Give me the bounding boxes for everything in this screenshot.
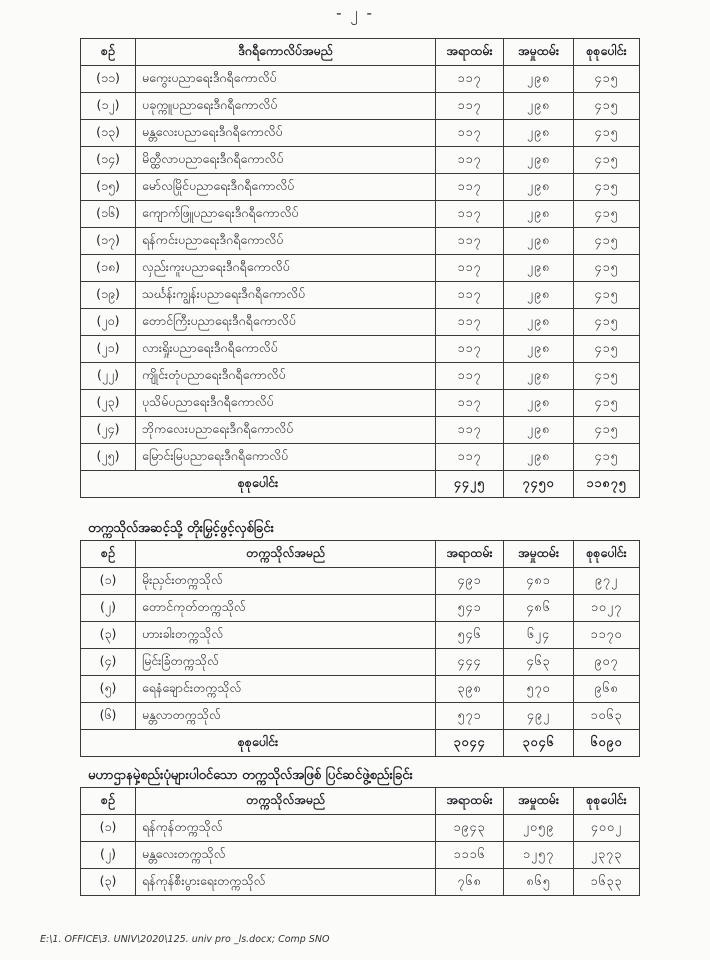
table-row (81, 444, 640, 471)
row-serial: (၁) (81, 815, 136, 842)
row-total: ၉၀၇ (574, 649, 640, 676)
row-total: ၁၁၇၀ (574, 622, 640, 649)
row-serial: (၁၁) (81, 66, 136, 93)
table-row (81, 120, 640, 147)
row-officers: ၁၉၄၃ (436, 815, 504, 842)
row-total: ၉၆၈ (574, 676, 640, 703)
row-serial: (၁၆) (81, 201, 136, 228)
row-college-name: မော်လမြိုင်ပညာရေးဒီဂရီကောလိပ် (136, 174, 436, 201)
row-officers: ၁၁၇ (436, 174, 504, 201)
row-staff: ၂၉၈ (504, 390, 574, 417)
header-cell-name: တက္ကသိုလ်အမည် (136, 788, 436, 815)
row-staff: ၈၆၅ (504, 869, 574, 896)
restructured-university-table (80, 787, 640, 896)
row-staff: ၆၂၄ (504, 622, 574, 649)
row-college-name: ဘိုကလေးပညာရေးဒီဂရီကောလိပ် (136, 417, 436, 444)
table-row (81, 336, 640, 363)
row-staff: ၄၈၆ (504, 595, 574, 622)
row-serial: (၁၈) (81, 255, 136, 282)
row-serial: (၁၇) (81, 228, 136, 255)
row-college-name: မိတ္ထီလာပညာရေးဒီဂရီကောလိပ် (136, 147, 436, 174)
header-cell-serial: စဉ် (81, 39, 136, 66)
table-row (81, 93, 640, 120)
row-officers: ၁၁၇ (436, 255, 504, 282)
header-cell-staff: အမှုထမ်း (504, 788, 574, 815)
row-college-name: မကွေးပညာရေးဒီဂရီကောလိပ် (136, 66, 436, 93)
page-number: - ၂ - (336, 4, 374, 22)
section-title-restructure: မဟာဌာနမှဲ့စည်းပုံများပါဝင်သော တက္ကသိုလ်အဖြစ် ပြင်ဆင်ဖွဲ့စည်းခြင်း (88, 768, 413, 783)
row-total: ၄၁၅ (574, 363, 640, 390)
row-staff: ၁၂၅၇ (504, 842, 574, 869)
row-officers: ၃၉၈ (436, 676, 504, 703)
upgraded-university-table (80, 540, 640, 757)
total-officers: ၄၄၂၅ (436, 471, 504, 498)
row-college-name: လားရှိုးပညာရေးဒီဂရီကောလိပ် (136, 336, 436, 363)
row-staff: ၅၇၀ (504, 676, 574, 703)
degree-college-table (80, 38, 640, 498)
total-sum: ၆၀၉၀ (574, 730, 640, 757)
row-total: ၄၁၅ (574, 417, 640, 444)
table-row (81, 703, 640, 730)
table-row (81, 390, 640, 417)
table-row (81, 282, 640, 309)
header-cell-name: ဒီဂရီကောလိပ်အမည် (136, 39, 436, 66)
row-total: ၂၃၇၃ (574, 842, 640, 869)
row-total: ၄၁၅ (574, 309, 640, 336)
row-college-name: ကျိုင်းတုံပညာရေးဒီဂရီကောလိပ် (136, 363, 436, 390)
row-serial: (၂၅) (81, 444, 136, 471)
table-header-row (81, 788, 640, 815)
row-serial: (၂၄) (81, 417, 136, 444)
row-total: ၁၀၆၃ (574, 703, 640, 730)
table-row (81, 869, 640, 896)
row-officers: ၄၉၁ (436, 568, 504, 595)
row-total: ၄၁၅ (574, 336, 640, 363)
table-row (81, 622, 640, 649)
row-serial: (၄) (81, 649, 136, 676)
row-officers: ၁၁၇ (436, 336, 504, 363)
row-university-name: ရန်ကုန်စီးပွားရေးတက္ကသိုလ် (136, 869, 436, 896)
row-staff: ၂၉၈ (504, 309, 574, 336)
total-officers: ၃၀၄၄ (436, 730, 504, 757)
row-staff: ၂၉၈ (504, 201, 574, 228)
row-total: ၄၁၅ (574, 282, 640, 309)
row-college-name: ကျောက်ဖြူပညာရေးဒီဂရီကောလိပ် (136, 201, 436, 228)
row-total: ၄၁၅ (574, 228, 640, 255)
row-serial: (၃) (81, 869, 136, 896)
table-row (81, 676, 640, 703)
section-title-upgrade: တက္ကသိုလ်အဆင့်သို့ တိုးမြှင့်ဖွင့်လှစ်ခြင်း (88, 521, 274, 536)
row-college-name: မြောင်းမြပညာရေးဒီဂရီကောလိပ် (136, 444, 436, 471)
row-staff: ၄၈၁ (504, 568, 574, 595)
table-row (81, 174, 640, 201)
row-officers: ၁၁၇ (436, 309, 504, 336)
row-university-name: တောင်ကုတ်တက္ကသိုလ် (136, 595, 436, 622)
row-serial: (၂၃) (81, 390, 136, 417)
file-path-footer: E:\1. OFFICE\3. UNIV\2020\125. univ pro _ls.docx; Comp SNO (40, 934, 330, 945)
header-cell-name: တက္ကသိုလ်အမည် (136, 541, 436, 568)
header-cell-total: စုစုပေါင်း (574, 39, 640, 66)
row-officers: ၇၆၈ (436, 869, 504, 896)
table-row (81, 595, 640, 622)
row-staff: ၂၉၈ (504, 228, 574, 255)
table-row (81, 842, 640, 869)
row-total: ၉၇၂ (574, 568, 640, 595)
row-officers: ၁၁၇ (436, 417, 504, 444)
row-staff: ၂၉၈ (504, 255, 574, 282)
row-total: ၄၁၅ (574, 444, 640, 471)
header-cell-officers: အရာထမ်း (436, 39, 504, 66)
row-staff: ၂၉၈ (504, 363, 574, 390)
row-serial: (၂) (81, 842, 136, 869)
row-officers: ၁၁၇ (436, 390, 504, 417)
row-university-name: မိုးညှင်းတက္ကသိုလ် (136, 568, 436, 595)
row-serial: (၂၂) (81, 363, 136, 390)
row-serial: (၆) (81, 703, 136, 730)
table-row (81, 815, 640, 842)
table-row (81, 201, 640, 228)
row-staff: ၂၉၈ (504, 93, 574, 120)
row-total: ၁၀၂၇ (574, 595, 640, 622)
row-officers: ၁၁၇ (436, 201, 504, 228)
table-header-row (81, 541, 640, 568)
table-row (81, 568, 640, 595)
row-university-name: ရန်ကုန်တက္ကသိုလ် (136, 815, 436, 842)
row-officers: ၁၁၇ (436, 363, 504, 390)
row-college-name: ပခုက္ကူပညာရေးဒီဂရီကောလိပ် (136, 93, 436, 120)
row-total: ၁၆၃၃ (574, 869, 640, 896)
table-row (81, 255, 640, 282)
table-total-row (81, 730, 640, 757)
row-university-name: မြင်းခြံတက္ကသိုလ် (136, 649, 436, 676)
row-university-name: ဟားခါးတက္ကသိုလ် (136, 622, 436, 649)
row-university-name: မန္တလာတက္ကသိုလ် (136, 703, 436, 730)
total-label: စုစုပေါင်း (81, 471, 436, 498)
row-college-name: မန္တလေးပညာရေးဒီဂရီကောလိပ် (136, 120, 436, 147)
total-sum: ၁၁၈၇၅ (574, 471, 640, 498)
row-total: ၄၁၅ (574, 66, 640, 93)
row-staff: ၂၉၈ (504, 336, 574, 363)
row-total: ၄၁၅ (574, 390, 640, 417)
row-staff: ၂၀၅၉ (504, 815, 574, 842)
table-header-row (81, 39, 640, 66)
row-serial: (၅) (81, 676, 136, 703)
row-officers: ၁၁၁၆ (436, 842, 504, 869)
table-row (81, 417, 640, 444)
row-university-name: ရေနံချောင်းတက္ကသိုလ် (136, 676, 436, 703)
row-serial: (၂) (81, 595, 136, 622)
row-officers: ၁၁၇ (436, 444, 504, 471)
row-staff: ၂၉၈ (504, 444, 574, 471)
row-staff: ၂၉၈ (504, 417, 574, 444)
header-cell-total: စုစုပေါင်း (574, 788, 640, 815)
header-cell-officers: အရာထမ်း (436, 541, 504, 568)
row-total: ၄၀၀၂ (574, 815, 640, 842)
row-staff: ၂၉၈ (504, 66, 574, 93)
row-officers: ၁၁၇ (436, 120, 504, 147)
table-row (81, 147, 640, 174)
row-college-name: တောင်ကြီးပညာရေးဒီဂရီကောလိပ် (136, 309, 436, 336)
header-cell-staff: အမှုထမ်း (504, 541, 574, 568)
row-serial: (၂၀) (81, 309, 136, 336)
row-staff: ၂၉၈ (504, 174, 574, 201)
row-serial: (၁၄) (81, 147, 136, 174)
header-cell-staff: အမှုထမ်း (504, 39, 574, 66)
row-serial: (၁၃) (81, 120, 136, 147)
row-university-name: မန္တလေးတက္ကသိုလ် (136, 842, 436, 869)
row-officers: ၄၄၄ (436, 649, 504, 676)
row-serial: (၁၂) (81, 93, 136, 120)
row-officers: ၅၇၁ (436, 703, 504, 730)
total-label: စုစုပေါင်း (81, 730, 436, 757)
row-serial: (၂၁) (81, 336, 136, 363)
total-staff: ၇၄၅၀ (504, 471, 574, 498)
row-officers: ၁၁၇ (436, 147, 504, 174)
row-total: ၄၁၅ (574, 174, 640, 201)
row-staff: ၂၉၈ (504, 120, 574, 147)
row-serial: (၁၉) (81, 282, 136, 309)
row-college-name: သင်္ဃန်းကျွန်းပညာရေးဒီဂရီကောလိပ် (136, 282, 436, 309)
row-total: ၄၁၅ (574, 120, 640, 147)
row-staff: ၄၆၃ (504, 649, 574, 676)
row-officers: ၁၁၇ (436, 228, 504, 255)
table-total-row (81, 471, 640, 498)
table-row (81, 363, 640, 390)
header-cell-officers: အရာထမ်း (436, 788, 504, 815)
row-college-name: ပုသိမ်ပညာရေးဒီဂရီကောလိပ် (136, 390, 436, 417)
row-officers: ၁၁၇ (436, 66, 504, 93)
row-serial: (၁၅) (81, 174, 136, 201)
row-staff: ၄၉၂ (504, 703, 574, 730)
table-row (81, 649, 640, 676)
row-total: ၄၁၅ (574, 93, 640, 120)
row-total: ၄၁၅ (574, 147, 640, 174)
row-serial: (၁) (81, 568, 136, 595)
header-cell-serial: စဉ် (81, 541, 136, 568)
row-college-name: လှည်းကူးပညာရေးဒီဂရီကောလိပ် (136, 255, 436, 282)
row-total: ၄၁၅ (574, 201, 640, 228)
row-staff: ၂၉၈ (504, 282, 574, 309)
row-staff: ၂၉၈ (504, 147, 574, 174)
row-total: ၄၁၅ (574, 255, 640, 282)
table-row (81, 66, 640, 93)
row-officers: ၅၄၆ (436, 622, 504, 649)
total-staff: ၃၀၄၆ (504, 730, 574, 757)
table-row (81, 309, 640, 336)
row-officers: ၁၁၇ (436, 93, 504, 120)
table-row (81, 228, 640, 255)
header-cell-total: စုစုပေါင်း (574, 541, 640, 568)
row-officers: ၅၄၁ (436, 595, 504, 622)
row-officers: ၁၁၇ (436, 282, 504, 309)
header-cell-serial: စဉ် (81, 788, 136, 815)
row-serial: (၃) (81, 622, 136, 649)
row-college-name: ရန်ကင်းပညာရေးဒီဂရီကောလိပ် (136, 228, 436, 255)
